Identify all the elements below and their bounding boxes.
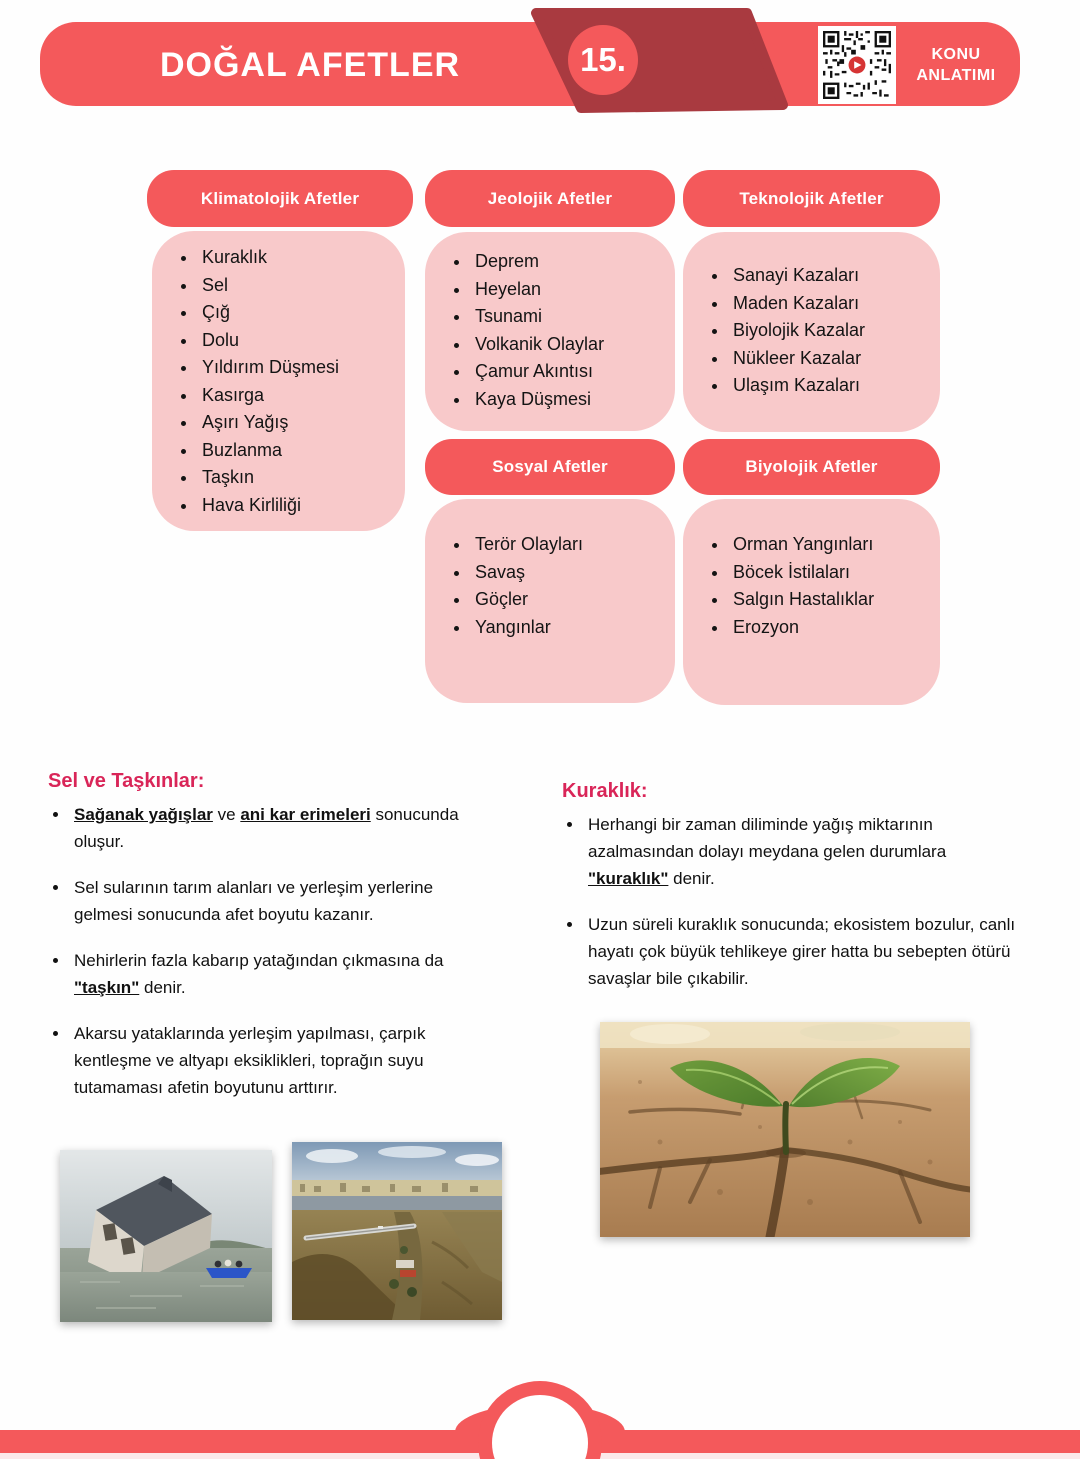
text-segment: Akarsu yataklarında yerleşim yapılması, çarpık kentleşme ve altyapı eksiklikleri, toprağın suyu tutamaması afetin boyutunu arttırır. <box>74 1024 426 1097</box>
text-segment: denir. <box>668 869 715 888</box>
note-bullet <box>70 801 494 855</box>
text-segment: sonucunda oluşur. <box>74 805 459 851</box>
list-item: • Heyelan <box>471 276 667 304</box>
list-item: • Savaş <box>471 559 667 587</box>
list-item: • Orman Yangınları <box>729 531 932 559</box>
text-segment: "kuraklık" <box>588 869 669 888</box>
list-item: • Kaya Düşmesi <box>471 386 667 414</box>
text-segment: Uzun süreli kuraklık sonucunda; ekosistem bozulur, canlı hayatı çok büyük tehlikeye girer hatta bu sebepten ötürü savaşlar bile çıkabilir. <box>588 915 1016 988</box>
category-title: Sosyal Afetler <box>492 457 608 476</box>
text-segment: Sağanak yağışlar <box>74 805 213 824</box>
category-title: Biyolojik Afetler <box>745 457 878 476</box>
lesson-number-badge <box>568 25 638 95</box>
category-item-list <box>425 499 675 641</box>
list-item: • Çamur Akıntısı <box>471 358 667 386</box>
text-segment: ve <box>212 805 241 824</box>
list-item: • Volkanik Olaylar <box>471 331 667 359</box>
header-dark-ribbon <box>510 0 810 125</box>
aerial-flood-river-photo <box>292 1142 502 1320</box>
list-item: • Sel <box>198 272 397 300</box>
list-item: • Taşkın <box>198 464 397 492</box>
category-card-teknolojik <box>683 232 940 432</box>
note-bullet <box>70 947 494 1001</box>
list-item: • Sanayi Kazaları <box>729 262 932 290</box>
note-bullet <box>70 1020 494 1101</box>
list-item: • Biyolojik Kazalar <box>729 317 932 345</box>
badge-line-1: KONU <box>931 46 981 63</box>
category-item-list <box>425 232 675 413</box>
category-title: Jeolojik Afetler <box>487 188 613 208</box>
list-item: • Terör Olayları <box>471 531 667 559</box>
list-item: • Buzlanma <box>198 437 397 465</box>
list-item: • Tsunami <box>471 303 667 331</box>
section-heading-sel-ve-taskinlar: Sel ve Taşkınlar: <box>48 770 205 792</box>
category-item-list <box>683 232 940 400</box>
list-item: • Çığ <box>198 299 397 327</box>
badge-line-2: ANLATIMI <box>916 67 996 84</box>
category-card-sosyal <box>425 499 675 703</box>
note-bullet <box>584 811 1020 892</box>
category-pill-klimatolojik <box>147 170 413 227</box>
list-item: • Hava Kirliliği <box>198 492 397 520</box>
list-item: • Kuraklık <box>198 244 397 272</box>
list-item: • Aşırı Yağış <box>198 409 397 437</box>
list-item: • Yangınlar <box>471 614 667 642</box>
text-segment: Herhangi bir zaman diliminde yağış miktarının azalmasından dolayı meydana gelen durumlara <box>588 815 947 861</box>
list-item: • Erozyon <box>729 614 932 642</box>
list-item: • Salgın Hastalıklar <box>729 586 932 614</box>
category-card-biyolojik <box>683 499 940 705</box>
page-title: DOĞAL AFETLER <box>159 46 461 84</box>
list-item: • Böcek İstilaları <box>729 559 932 587</box>
list-item: • Kasırga <box>198 382 397 410</box>
category-item-list <box>683 499 940 641</box>
category-item-list <box>152 231 405 519</box>
category-pill-jeolojik <box>425 170 675 227</box>
list-item: • Deprem <box>471 248 667 276</box>
category-card-jeolojik <box>425 232 675 431</box>
sel-bullet-list <box>70 801 494 1120</box>
text-segment: Sel sularının tarım alanları ve yerleşim yerlerine gelmesi sonucunda afet boyutu kazanır. <box>74 878 434 924</box>
qr-code-icon <box>818 26 896 104</box>
text-segment: denir. <box>139 978 186 997</box>
category-card-klimatolojik <box>152 231 405 531</box>
list-item: • Göçler <box>471 586 667 614</box>
lesson-number: 15. <box>580 41 626 78</box>
list-item: • Yıldırım Düşmesi <box>198 354 397 382</box>
category-pill-sosyal <box>425 439 675 495</box>
category-pill-biyolojik <box>683 439 940 495</box>
category-title: Klimatolojik Afetler <box>200 188 360 208</box>
kuraklik-bullet-list <box>584 811 1020 1011</box>
category-title: Teknolojik Afetler <box>739 188 884 208</box>
list-item: • Maden Kazaları <box>729 290 932 318</box>
seedling-in-cracked-dry-soil-photo <box>600 1022 970 1237</box>
text-segment: Nehirlerin fazla kabarıp yatağından çıkmasına da <box>74 951 444 970</box>
list-item: • Ulaşım Kazaları <box>729 372 932 400</box>
sinking-house-flood-photo <box>60 1150 272 1322</box>
konu-anlatimi-badge <box>898 44 1014 86</box>
note-bullet <box>584 911 1020 992</box>
list-item: • Nükleer Kazalar <box>729 345 932 373</box>
text-segment: "taşkın" <box>74 978 140 997</box>
text-segment: ani kar erimeleri <box>240 805 371 824</box>
category-pill-teknolojik <box>683 170 940 227</box>
section-heading-kuraklik: Kuraklık: <box>562 780 648 802</box>
note-bullet <box>70 874 494 928</box>
list-item: • Dolu <box>198 327 397 355</box>
